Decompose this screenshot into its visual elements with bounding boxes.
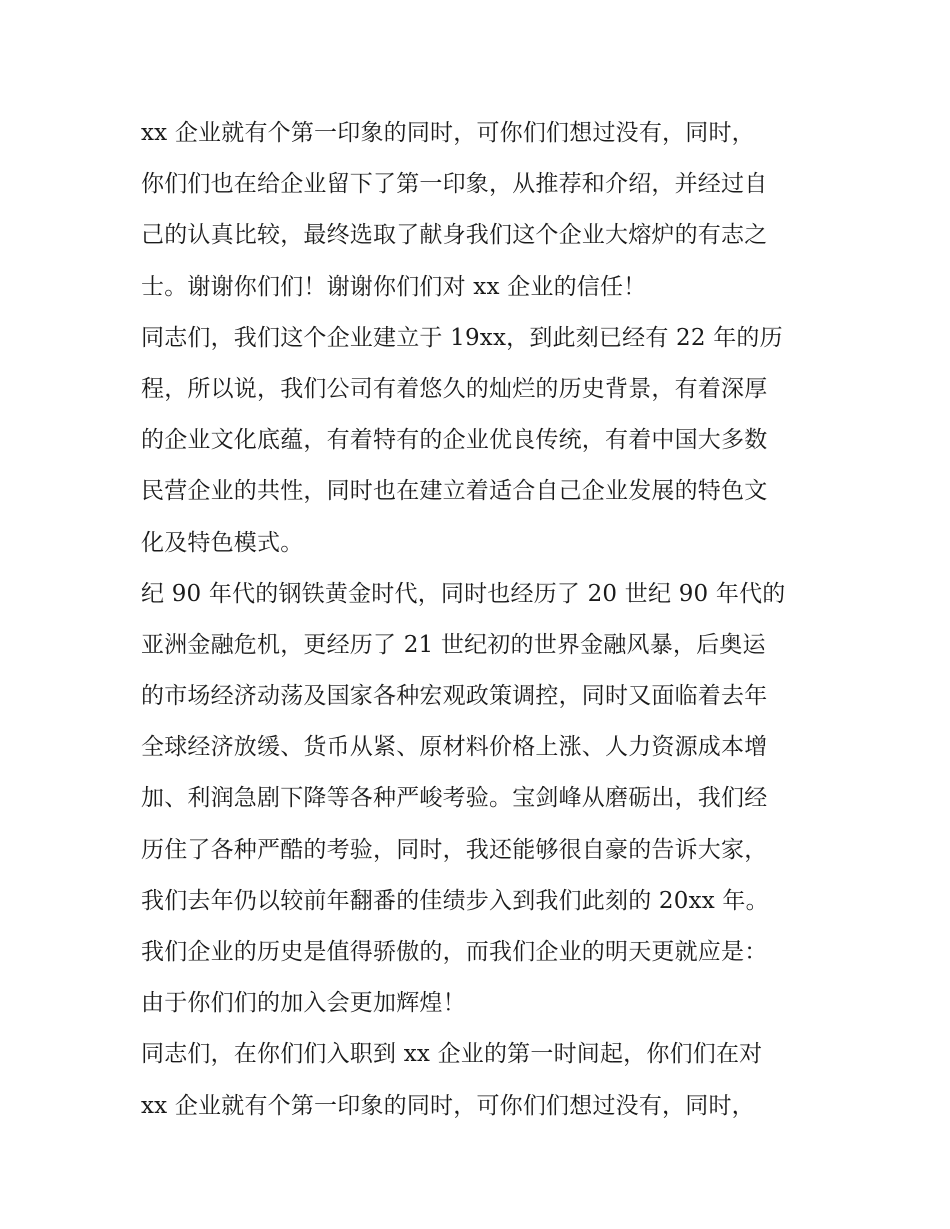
text-line: xx 企业就有个第一印象的同时，可你们们想过没有，同时， [141, 1092, 755, 1119]
text-line: 的企业文化底蕴，有着特有的企业优良传统，有着中国大多数 [141, 427, 768, 454]
text-line: 己的认真比较，最终选取了献身我们这个企业大熔炉的有志之 [141, 222, 768, 249]
text-line: xx 企业就有个第一印象的同时，可你们们想过没有，同时， [141, 120, 755, 146]
text-line: 同志们，在你们们入职到 xx 企业的第一时间起，你们们在对 [141, 1041, 763, 1068]
text-line: 全球经济放缓、货币从紧、原材料价格上涨、人力资源成本增 [141, 734, 768, 761]
text-line: 程，所以说，我们公司有着悠久的灿烂的历史背景，有着深厚 [141, 375, 768, 402]
text-line: 亚洲金融危机，更经历了 21 世纪初的世界金融风暴，后奥运 [141, 631, 766, 658]
text-line: 的市场经济动荡及国家各种宏观政策调控，同时又面临着去年 [141, 683, 768, 710]
text-line: 由于你们们的加入会更加辉煌！ [141, 990, 466, 1017]
text-line: 同志们，我们这个企业建立于 19xx，到此刻已经有 22 年的历 [141, 324, 783, 351]
text-line: 化及特色模式。 [141, 529, 304, 556]
text-line: 我们企业的历史是值得骄傲的，而我们企业的明天更就应是： [141, 939, 768, 965]
text-line: 你们们也在给企业留下了第一印象，从推荐和介绍，并经过自 [141, 171, 768, 198]
text-line: 加、利润急剧下降等各种严峻考验。宝剑峰从磨砺出，我们经 [141, 785, 768, 812]
text-line: 我们去年仍以较前年翻番的佳绩步入到我们此刻的 20xx 年。 [141, 887, 769, 914]
text-line: 民营企业的共性，同时也在建立着适合自己企业发展的特色文 [141, 478, 768, 505]
text-line: 历住了各种严酷的考验，同时，我还能够很自豪的告诉大家， [141, 836, 768, 863]
document-body [141, 108, 821, 1132]
text-line: 士。谢谢你们们！谢谢你们们对 xx 企业的信任！ [141, 273, 647, 300]
text-line: 纪 90 年代的钢铁黄金时代，同时也经历了 20 世纪 90 年代的 [141, 580, 786, 607]
